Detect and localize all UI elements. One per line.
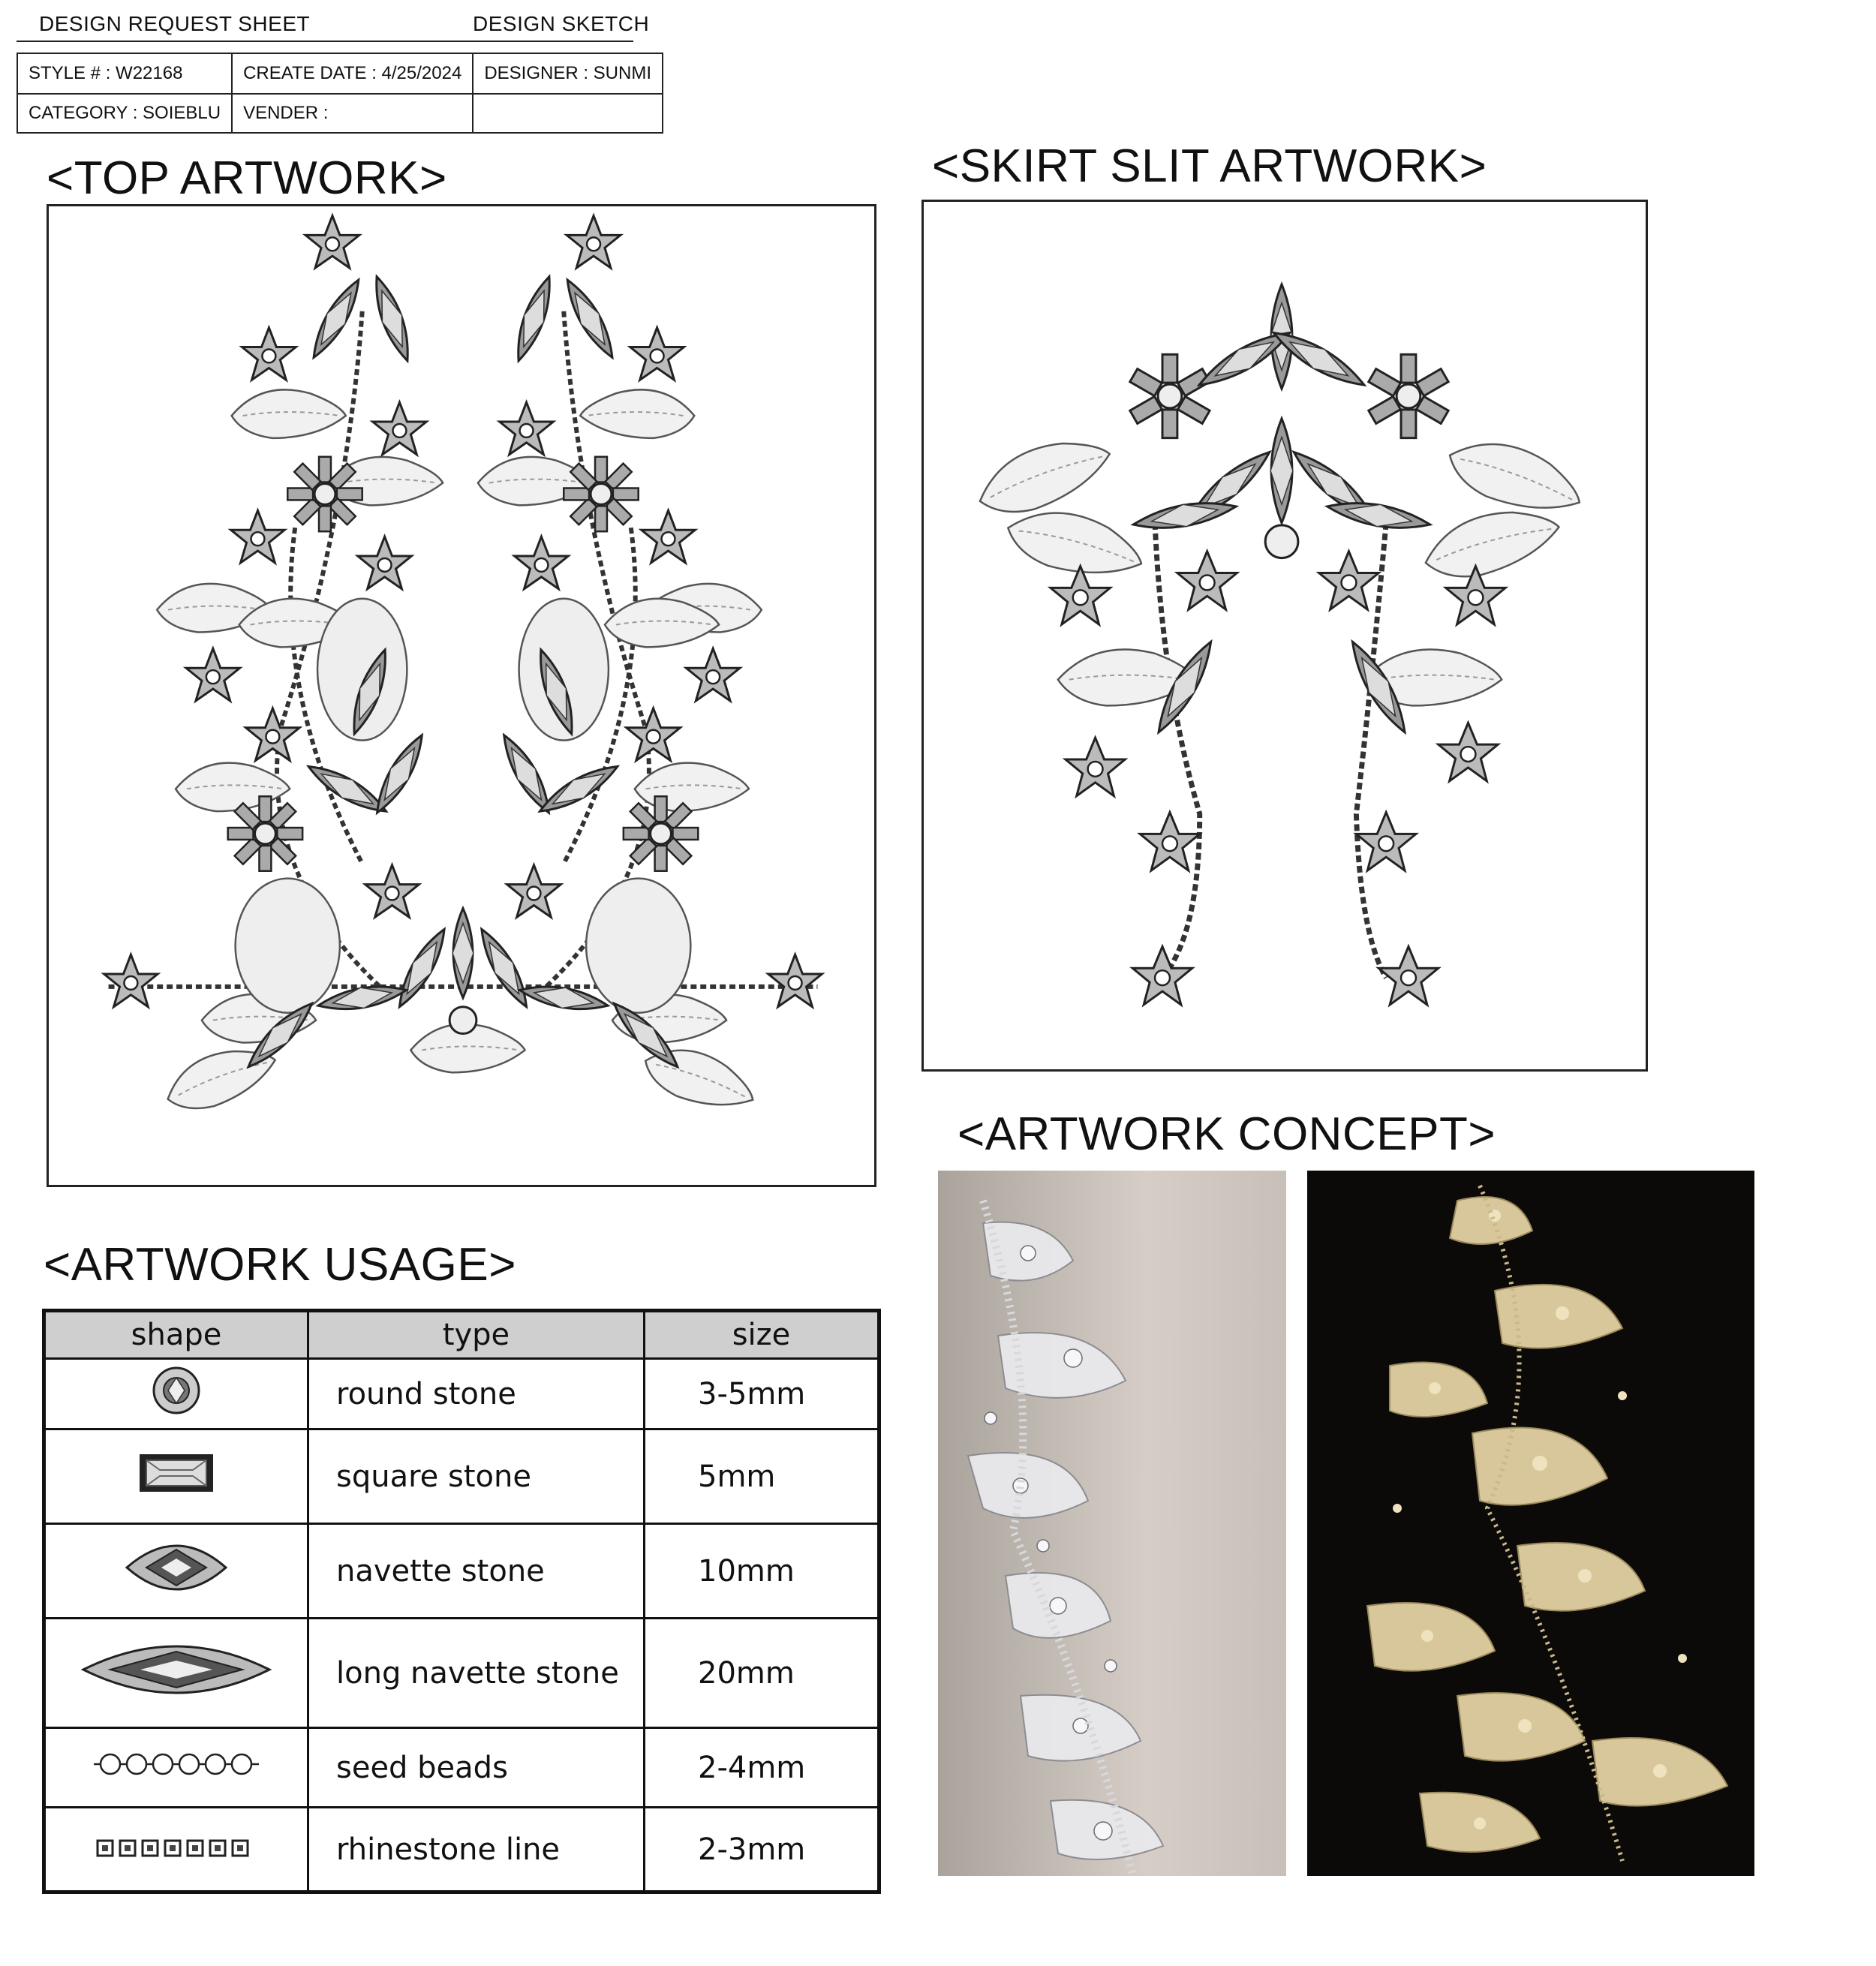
round-stone-icon: [150, 1364, 203, 1417]
style-number: STYLE # : W22168: [17, 53, 232, 94]
shape-cell: [44, 1524, 308, 1619]
rhinestone-line-icon: [95, 1837, 257, 1859]
top-artwork-frame: [47, 204, 876, 1187]
type-cell: rhinestone line: [308, 1808, 645, 1892]
size-cell: 2-3mm: [645, 1808, 879, 1892]
shape-cell: [44, 1429, 308, 1524]
artwork-concept-title: <ARTWORK CONCEPT>: [958, 1108, 1496, 1160]
size-cell: 5mm: [645, 1429, 879, 1524]
concept-photo-gold: [1307, 1171, 1754, 1876]
size-cell: 3-5mm: [645, 1359, 879, 1429]
type-header: type: [308, 1311, 645, 1359]
skirt-slit-artwork-title: <SKIRT SLIT ARTWORK>: [932, 140, 1487, 192]
size-cell: 2-4mm: [645, 1728, 879, 1808]
shape-header: shape: [44, 1311, 308, 1359]
category: CATEGORY : SOIEBLU: [17, 94, 232, 133]
type-cell: round stone: [308, 1359, 645, 1429]
shape-cell: [44, 1728, 308, 1808]
square-stone-icon: [137, 1452, 215, 1494]
sheet-title: DESIGN REQUEST SHEET: [39, 12, 311, 35]
shape-cell: [44, 1619, 308, 1728]
create-date: CREATE DATE : 4/25/2024: [232, 53, 473, 94]
type-cell: square stone: [308, 1429, 645, 1524]
shape-cell: [44, 1359, 308, 1429]
concept-photo-silver: [938, 1171, 1286, 1876]
top-artwork-title: <TOP ARTWORK>: [47, 152, 447, 204]
long-navette-stone-icon: [80, 1638, 272, 1701]
sketch-title: DESIGN SKETCH: [473, 12, 650, 35]
type-cell: seed beads: [308, 1728, 645, 1808]
table-row: [44, 1359, 879, 1429]
skirt-slit-illustration: [924, 202, 1646, 1069]
vender: VENDER :: [232, 94, 473, 133]
shape-cell: [44, 1808, 308, 1892]
size-header: size: [645, 1311, 879, 1359]
size-cell: 20mm: [645, 1619, 879, 1728]
artwork-usage-title: <ARTWORK USAGE>: [44, 1239, 516, 1291]
table-row: [44, 1619, 879, 1728]
designer: DESIGNER : SUNMI: [473, 53, 663, 94]
top-artwork-illustration: [49, 206, 874, 1185]
empty-cell: [473, 94, 663, 133]
header-rule: [17, 41, 633, 42]
skirt-slit-artwork-frame: [921, 200, 1648, 1072]
table-row: [44, 1808, 879, 1892]
type-cell: long navette stone: [308, 1619, 645, 1728]
meta-table: [17, 53, 663, 134]
table-row: [44, 1429, 879, 1524]
type-cell: navette stone: [308, 1524, 645, 1619]
artwork-usage-table: [42, 1309, 881, 1894]
navette-stone-icon: [124, 1533, 229, 1602]
table-row: [44, 1524, 879, 1619]
seed-beads-icon: [92, 1749, 260, 1779]
table-row: [44, 1728, 879, 1808]
size-cell: 10mm: [645, 1524, 879, 1619]
